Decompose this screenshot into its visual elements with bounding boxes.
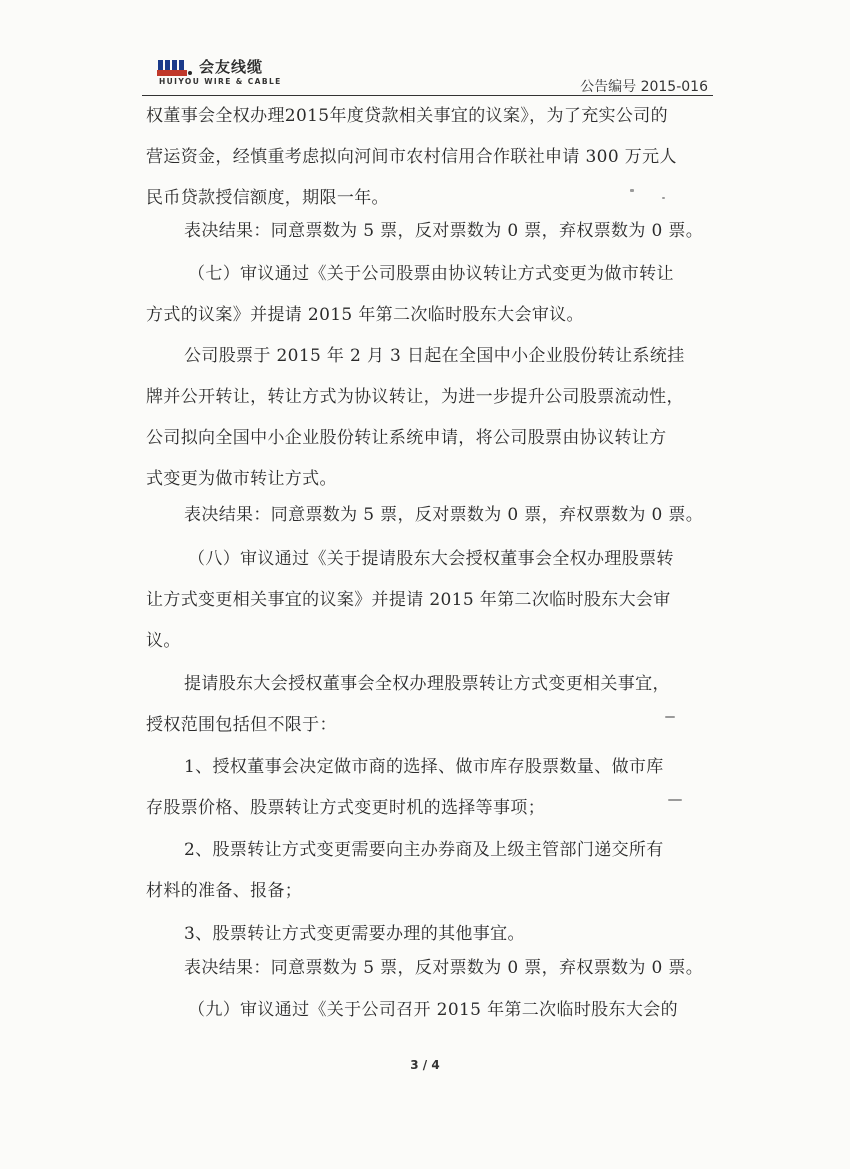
text-line: 公司股票于 2015 年 2 月 3 日起在全国中小企业股份转让系统挂 [184,346,685,366]
text-line: 议。 [146,631,181,651]
company-logo [157,58,317,86]
text-line: 提请股东大会授权董事会全权办理股票转让方式变更相关事宜， [184,674,670,694]
vote-result-line: 表决结果：同意票数为 5 票，反对票数为 0 票，弃权票数为 0 票。 [184,221,704,241]
header-rule [142,95,713,96]
resolution-heading: （七）审议通过《关于公司股票由协议转让方式变更为做市转让 [188,264,674,284]
document-number: 公告编号 2015-016 [580,79,708,95]
text-line: 让方式变更相关事宜的议案》并提请 2015 年第二次临时股东大会审 [146,590,671,610]
text-line: 授权范围包括但不限于： [146,715,337,735]
list-item: 2、股票转让方式变更需要向主办券商及上级主管部门递交所有 [184,840,664,860]
page-number: 3 / 4 [410,1058,440,1072]
text-line: 式变更为做市转让方式。 [146,469,337,489]
scan-speck [630,189,634,192]
text-line: 权董事会全权办理2015年度贷款相关事宜的议案》，为了充实公司的 [146,106,668,126]
text-line: 材料的准备、报备； [146,881,303,901]
text-line: 存股票价格、股票转让方式变更时机的选择等事项； [146,798,546,818]
scan-speck [668,799,682,801]
text-line: 民币贷款授信额度，期限一年。 [146,188,389,208]
logo-chinese-name: 会友线缆 [199,58,264,76]
vote-result-line: 表决结果：同意票数为 5 票，反对票数为 0 票，弃权票数为 0 票。 [184,958,704,978]
text-line: 牌并公开转让，转让方式为协议转让，为进一步提升公司股票流动性， [146,387,684,407]
text-line: 方式的议案》并提请 2015 年第二次临时股东大会审议。 [146,305,584,325]
logo-mark-icon [157,58,193,78]
logo-english-name: HUIYOU WIRE & CABLE [159,77,282,86]
text-line: 营运资金，经慎重考虑拟向河间市农村信用合作联社申请 300 万元人 [146,147,677,167]
text-line: 公司拟向全国中小企业股份转让系统申请，将公司股票由协议转让方 [146,428,667,448]
list-item: 1、授权董事会决定做市商的选择、做市库存股票数量、做市库 [184,757,664,777]
vote-result-line: 表决结果：同意票数为 5 票，反对票数为 0 票，弃权票数为 0 票。 [184,505,704,525]
scan-speck [662,197,665,199]
resolution-heading: （八）审议通过《关于提请股东大会授权董事会全权办理股票转 [188,549,674,569]
list-item: 3、股票转让方式变更需要办理的其他事宜。 [184,924,525,944]
resolution-heading: （九）审议通过《关于公司召开 2015 年第二次临时股东大会的 [188,1000,678,1020]
scan-speck [665,716,675,718]
